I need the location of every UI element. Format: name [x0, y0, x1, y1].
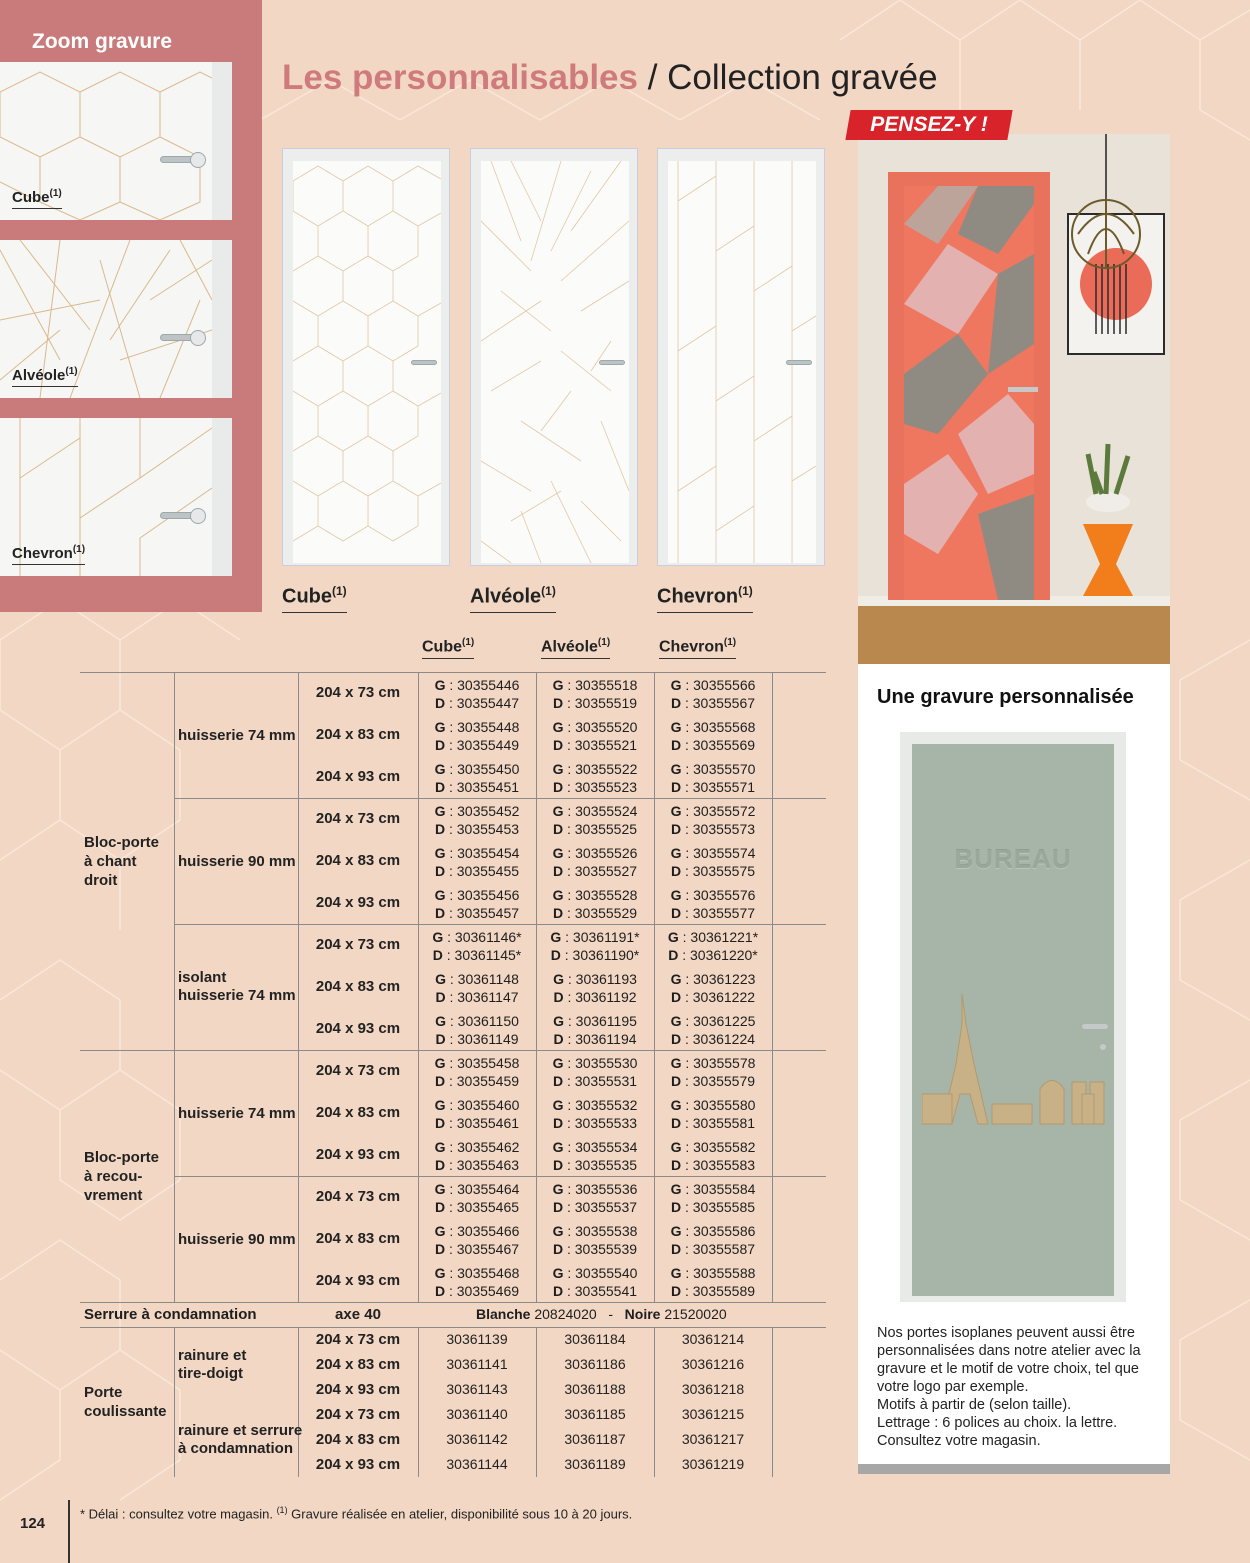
door-handle-icon: [411, 360, 437, 365]
product-code: 30361139: [446, 1331, 508, 1347]
footnote: * Délai : consultez votre magasin. $^{(1)}$ Gravure réalisée en atelier, disponibilité sous 10 à 20 jours.: [80, 1505, 633, 1522]
door-handle-icon: [786, 360, 812, 365]
page-number: 124: [20, 1515, 46, 1532]
perso-description: Nos portes isoplanes peuvent aussi être personnalisées dans notre atelier avec la gravure et le motif de votre choix, tel que votre logo par exemple. Motifs à partir de (selon taille). Lettrage : 6 polices au choix. la lettre. Consultez votre magasin.: [877, 1325, 1141, 1449]
product-code: G : 30361195 D : 30361194: [553, 1013, 637, 1047]
group-huisserie-90-recouvrement: huisserie 90 mm: [178, 1231, 296, 1248]
door-alveole: [470, 148, 638, 566]
group-huisserie-90: huisserie 90 mm: [178, 853, 296, 870]
product-code: 30361219: [681, 1456, 745, 1472]
product-code: G : 30355570 D : 30355571: [670, 761, 756, 795]
size-label: 204 x 83 cm: [315, 852, 401, 869]
product-code: G : 30361193 D : 30361192: [553, 971, 637, 1005]
product-code: 30361215: [681, 1406, 745, 1422]
product-code: 30361186: [564, 1356, 626, 1372]
table-rule: [80, 1050, 826, 1051]
table-rule: [80, 1302, 826, 1303]
zoom-panel: [0, 0, 262, 612]
product-code: G : 30355534 D : 30355535: [552, 1139, 638, 1173]
table-rule: [174, 1176, 826, 1177]
product-code: G : 30361223 D : 30361222: [670, 971, 756, 1005]
size-label: 204 x 93 cm: [315, 1456, 401, 1473]
size-label: 204 x 93 cm: [315, 894, 401, 911]
product-code: G : 30355528 D : 30355529: [552, 887, 638, 921]
product-code: G : 30355540 D : 30355541: [552, 1265, 638, 1299]
product-code: 30361187: [564, 1431, 626, 1447]
product-code: 30361217: [681, 1431, 745, 1447]
col-header-alveole: Alvéole$^{(1)}$: [541, 637, 610, 659]
perso-title: Une gravure personnalisée: [877, 686, 1134, 708]
size-label: 204 x 93 cm: [315, 1272, 401, 1289]
product-code: 30361144: [446, 1456, 508, 1472]
product-code: G : 30355526 D : 30355527: [552, 845, 638, 879]
product-code: G : 30361148 D : 30361147: [435, 971, 519, 1005]
size-label: 204 x 73 cm: [315, 810, 401, 827]
size-label: 204 x 73 cm: [315, 684, 401, 701]
product-code: G : 30355588 D : 30355589: [670, 1265, 756, 1299]
table-rule: [654, 1327, 655, 1477]
table-rule: [772, 1327, 773, 1477]
product-code: 30361214: [681, 1331, 745, 1347]
group-huisserie-74-recouvrement: huisserie 74 mm: [178, 1105, 296, 1122]
size-label: 204 x 93 cm: [315, 768, 401, 785]
table-rule: [418, 1327, 419, 1477]
product-code: G : 30355464 D : 30355465: [434, 1181, 520, 1215]
product-code: G : 30361191* D : 30361190*: [550, 929, 640, 963]
size-label: 204 x 73 cm: [315, 1062, 401, 1079]
door-label-cube: Cube$^{(1)}$: [282, 584, 347, 613]
family-recouvrement: Bloc-porte à recou- vrement: [84, 1149, 159, 1204]
title-rest: / Collection gravée: [637, 58, 938, 97]
zoom-label-cube: Cube$^{(1)}$: [12, 188, 62, 209]
table-rule: [536, 1327, 537, 1477]
product-code: 30361218: [681, 1381, 745, 1397]
paris-skyline-engraving: [922, 994, 1112, 1134]
product-code: 30361143: [446, 1381, 508, 1397]
col-header-cube: Cube$^{(1)}$: [422, 637, 474, 659]
zoom-title: Zoom gravure: [32, 30, 173, 53]
perso-door: [900, 732, 1126, 1302]
zoom-label-alveole: Alvéole$^{(1)}$: [12, 366, 78, 387]
product-code: 30361184: [564, 1331, 626, 1347]
door-label-chevron: Chevron$^{(1)}$: [657, 584, 753, 613]
size-label: 204 x 83 cm: [315, 1356, 401, 1373]
room-photo: [858, 134, 1170, 664]
product-code: G : 30355448 D : 30355449: [434, 719, 520, 753]
product-code: G : 30355462 D : 30355463: [434, 1139, 520, 1173]
group-isolant: isolant huisserie 74 mm: [178, 969, 296, 1004]
handle-rose-icon: [190, 508, 206, 524]
product-code: 30361188: [564, 1381, 626, 1397]
table-rule: [174, 1327, 175, 1477]
product-code: G : 30355454 D : 30355455: [434, 845, 520, 879]
table-rule: [80, 1327, 826, 1328]
product-code: G : 30355532 D : 30355533: [552, 1097, 638, 1131]
product-code: G : 30355576 D : 30355577: [670, 887, 756, 921]
table-rule: [174, 924, 826, 925]
size-label: 204 x 83 cm: [315, 1230, 401, 1247]
product-code: G : 30355468 D : 30355469: [434, 1265, 520, 1299]
product-code: G : 30355568 D : 30355569: [670, 719, 756, 753]
handle-rose-icon: [190, 330, 206, 346]
group-rainure: rainure et tire-doigt: [178, 1347, 247, 1382]
product-code: 30361189: [564, 1456, 626, 1472]
size-label: 204 x 73 cm: [315, 1188, 401, 1205]
group-rainure-serrure: rainure et serrure à condamnation: [178, 1422, 303, 1457]
serrure-label: Serrure à condamnation: [84, 1306, 257, 1323]
size-label: 204 x 93 cm: [315, 1146, 401, 1163]
zoom-label-chevron: Chevron$^{(1)}$: [12, 544, 85, 565]
product-code: 30361142: [446, 1431, 508, 1447]
product-code: G : 30355460 D : 30355461: [434, 1097, 520, 1131]
lock-icon: [1100, 1044, 1106, 1050]
perso-box: [858, 664, 1170, 1474]
pensez-y-badge: PENSEZ-Y !: [845, 110, 1012, 140]
title-accent: Les personnalisables: [282, 58, 638, 97]
product-code: G : 30355466 D : 30355467: [434, 1223, 520, 1257]
product-code: 30361185: [564, 1406, 626, 1422]
door-label-alveole: Alvéole$^{(1)}$: [470, 584, 556, 613]
table-rule: [772, 672, 773, 1302]
product-code: G : 30355520 D : 30355521: [552, 719, 638, 753]
product-code: G : 30355536 D : 30355537: [552, 1181, 638, 1215]
table-rule: [174, 672, 175, 1302]
product-code: G : 30355578 D : 30355579: [670, 1055, 756, 1089]
product-code: G : 30361221* D : 30361220*: [667, 929, 759, 963]
product-code: G : 30355524 D : 30355525: [552, 803, 638, 837]
engraved-text: BUREAU: [954, 844, 1072, 874]
product-code: G : 30355518 D : 30355519: [552, 677, 638, 711]
door-handle-icon: [1082, 1024, 1108, 1029]
door-chevron: [657, 148, 825, 566]
product-code: G : 30355452 D : 30355453: [434, 803, 520, 837]
table-rule: [174, 798, 826, 799]
product-code: G : 30355538 D : 30355539: [552, 1223, 638, 1257]
product-code: G : 30361146* D : 30361145*: [432, 929, 522, 963]
page-title: [282, 58, 938, 98]
size-label: 204 x 73 cm: [315, 936, 401, 953]
size-label: 204 x 73 cm: [315, 1331, 401, 1348]
product-code: G : 30355446 D : 30355447: [434, 677, 520, 711]
product-code: G : 30355450 D : 30355451: [434, 761, 520, 795]
product-code: 30361216: [681, 1356, 745, 1372]
col-header-chevron: Chevron$^{(1)}$: [659, 637, 736, 659]
zoom-card-cube: [0, 62, 232, 220]
product-code: G : 30355580 D : 30355581: [670, 1097, 756, 1131]
product-code: G : 30361150 D : 30361149: [435, 1013, 519, 1047]
door-handle-icon: [599, 360, 625, 365]
product-code: G : 30355586 D : 30355587: [670, 1223, 756, 1257]
size-label: 204 x 93 cm: [315, 1381, 401, 1398]
product-code: G : 30355584 D : 30355585: [670, 1181, 756, 1215]
footer-divider: [68, 1500, 70, 1563]
zoom-card-chevron: [0, 418, 232, 576]
product-code: G : 30355582 D : 30355583: [670, 1139, 756, 1173]
product-code: 30361140: [446, 1406, 508, 1422]
product-code: G : 30355566 D : 30355567: [670, 677, 756, 711]
zoom-card-alveole: [0, 240, 232, 398]
product-code: G : 30361225 D : 30361224: [670, 1013, 756, 1047]
product-code: G : 30355458 D : 30355459: [434, 1055, 520, 1089]
size-label: 204 x 83 cm: [315, 726, 401, 743]
size-label: 204 x 83 cm: [315, 978, 401, 995]
product-code: G : 30355530 D : 30355531: [552, 1055, 638, 1089]
product-code: 30361141: [446, 1356, 508, 1372]
door-cube: [282, 148, 450, 566]
family-coulissante: Porte coulissante: [84, 1384, 167, 1420]
group-huisserie-74: huisserie 74 mm: [178, 727, 296, 744]
size-label: 204 x 73 cm: [315, 1406, 401, 1423]
size-label: 204 x 93 cm: [315, 1020, 401, 1037]
size-label: 204 x 83 cm: [315, 1431, 401, 1448]
table-rule: [80, 672, 826, 673]
family-chant-droit: Bloc-porte à chant droit: [84, 834, 159, 889]
serrure-codes: Blanche 20824020 - Noire 21520020: [476, 1306, 727, 1322]
serrure-axe: axe 40: [335, 1306, 381, 1323]
product-code: G : 30355522 D : 30355523: [552, 761, 638, 795]
product-code: G : 30355574 D : 30355575: [670, 845, 756, 879]
product-code: G : 30355456 D : 30355457: [434, 887, 520, 921]
size-label: 204 x 83 cm: [315, 1104, 401, 1121]
handle-rose-icon: [190, 152, 206, 168]
product-code: G : 30355572 D : 30355573: [670, 803, 756, 837]
